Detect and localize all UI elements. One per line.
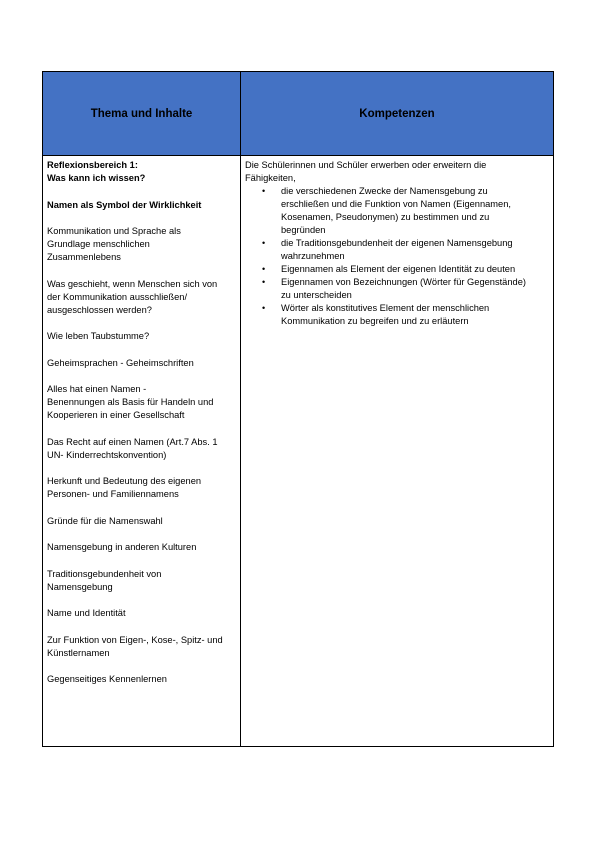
topic-item-line: Name und Identität	[47, 608, 126, 618]
topic-subtitle	[47, 199, 236, 212]
topic-item	[47, 634, 236, 660]
topic-item-line: Zur Funktion von Eigen-, Kose-, Spitz- und	[47, 634, 223, 645]
header-topics	[43, 72, 241, 156]
topic-item-line: Gegenseitiges Kennenlernen	[47, 674, 167, 684]
header-competencies	[241, 72, 553, 156]
topic-item-line: ausgeschlossen werden?	[47, 304, 152, 315]
reflection-area-line-1: Reflexionsbereich 1:	[47, 160, 138, 170]
competency-item-line: die verschiedenen Zwecke der Namensgebung zu	[281, 186, 488, 196]
topic-item	[47, 357, 236, 370]
topic-item-line: Kooperieren in einer Gesellschaft	[47, 410, 185, 420]
topic-subtitle-text: Namen als Symbol der Wirklichkeit	[47, 199, 202, 210]
topic-item-line: Gründe für die Namenswahl	[47, 515, 163, 526]
competency-item-line: begründen	[281, 225, 326, 235]
competency-item-line: erschließen und die Funktion von Namen (Eigennamen,	[281, 199, 511, 209]
topic-item	[47, 541, 236, 554]
reflection-area-line-2: Was kann ich wissen?	[47, 173, 146, 183]
bullet-icon: •	[262, 186, 266, 196]
topic-item	[47, 278, 236, 317]
topic-item-line: Künstlernamen	[47, 647, 110, 658]
competency-item	[245, 185, 549, 237]
topic-item-line: Namensgebung	[47, 581, 113, 592]
topic-item-line: Wie leben Taubstumme?	[47, 331, 150, 341]
topic-item-line: Zusammenlebens	[47, 252, 121, 262]
competency-item-line: Kosenamen, Pseudonymen) zu bestimmen und zu	[281, 212, 490, 222]
competency-item	[245, 276, 549, 302]
competency-item	[245, 263, 549, 276]
topic-item	[47, 607, 236, 620]
topic-item-line: Grundlage menschlichen	[47, 239, 150, 249]
topic-item-line: Alles hat einen Namen -	[47, 384, 147, 394]
competency-item-line: die Traditionsgebundenheit der eigenen Namensgebung	[281, 238, 513, 248]
topic-item	[47, 568, 236, 594]
topic-item-line: Namensgebung in anderen Kulturen	[47, 542, 197, 552]
bullet-icon: •	[262, 238, 266, 248]
competency-item	[245, 302, 549, 328]
competency-item-line: Eigennamen von Bezeichnungen (Wörter für Gegenstände)	[281, 277, 526, 287]
competency-item	[245, 237, 549, 263]
competencies-cell	[241, 156, 553, 746]
topic-item-line: Personen- und Familiennamens	[47, 489, 179, 499]
competency-item-line: Wörter als konstitutives Element der menschlichen	[281, 303, 490, 313]
topic-item-line: UN- Kinderrechtskonvention)	[47, 449, 167, 460]
competency-item-line: wahrzunehmen	[281, 251, 345, 261]
topic-item-line: Traditionsgebundenheit von	[47, 568, 162, 579]
header-competencies-label: Kompetenzen	[359, 107, 435, 120]
topics-cell	[43, 156, 241, 746]
competencies-list	[245, 185, 549, 328]
header-topics-label: Thema und Inhalte	[90, 107, 193, 120]
topic-item	[47, 330, 236, 343]
competencies-intro-line-1: Die Schülerinnen und Schüler erwerben oder erweitern die	[245, 160, 487, 170]
topic-item	[47, 673, 236, 686]
topic-item	[47, 475, 236, 501]
bullet-icon: •	[262, 264, 266, 274]
topic-item-line: Geheimsprachen - Geheimschriften	[47, 357, 194, 368]
competency-item-line: Eigennamen als Element der eigenen Identität zu deuten	[281, 264, 516, 274]
bullet-icon: •	[262, 303, 266, 313]
bullet-icon: •	[262, 277, 266, 287]
topic-item	[47, 436, 236, 462]
competency-item-line: Kommunikation zu begreifen und zu erläutern	[281, 316, 469, 326]
topic-list	[47, 225, 236, 686]
curriculum-table	[42, 71, 554, 747]
topic-item-line: Was geschieht, wenn Menschen sich von	[47, 278, 218, 289]
topic-item	[47, 515, 236, 528]
competency-item-line: zu unterscheiden	[281, 290, 352, 300]
topic-item	[47, 225, 236, 264]
topic-item-line: der Kommunikation ausschließen/	[47, 291, 188, 302]
topic-item	[47, 383, 236, 422]
reflection-area-title	[47, 159, 236, 185]
competencies-intro	[245, 159, 549, 185]
topic-item-line: Benennungen als Basis für Handeln und	[47, 397, 214, 407]
competencies-intro-line-2: Fähigkeiten,	[245, 173, 296, 183]
topic-item-line: Kommunikation und Sprache als	[47, 226, 181, 236]
topic-item-line: Herkunft und Bedeutung des eigenen	[47, 476, 202, 486]
topic-item-line: Das Recht auf einen Namen (Art.7 Abs. 1	[47, 436, 218, 447]
